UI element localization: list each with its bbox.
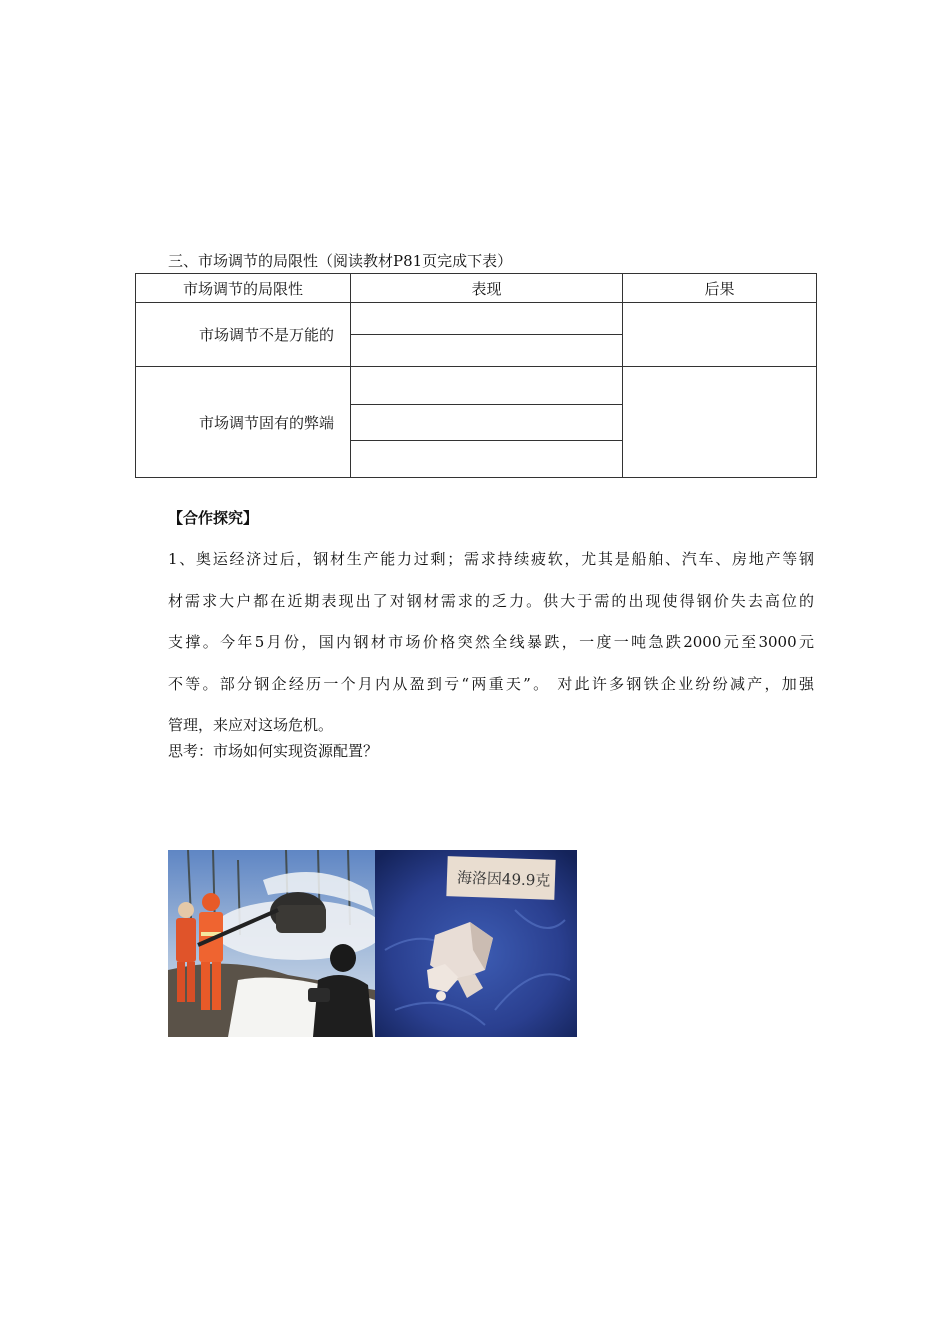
table-header-cell: 表现 — [351, 274, 623, 303]
paragraph-line: 1、奥运经济过后，钢材生产能力过剩；需求持续疲软，尤其是船舶、汽车、房地产等钢 — [168, 550, 814, 568]
firefighters-illustration — [168, 850, 375, 1037]
paragraph-line: 管理，来应对这场危机。 — [168, 716, 334, 734]
firefighters-photo — [168, 850, 375, 1037]
paragraph-line: 不等。部分钢企经历一个月内从盈到亏“两重天”。 对此许多钢铁企业纷纷减产，加强 — [168, 674, 814, 693]
thinking-question: 思考：市场如何实现资源配置？ — [168, 742, 379, 760]
consequence-answer-cell[interactable] — [623, 303, 817, 367]
table-header-cell: 后果 — [623, 274, 817, 303]
paragraph-line: 材需求大户都在近期表现出了对钢材需求的乏力。供大于需的出现使得钢价失去高位的 — [168, 591, 814, 610]
cooperation-title: 【合作探究】 — [168, 509, 259, 527]
paragraph-line: 支撑。今年5月份，国内钢材市场价格突然全线暴跌，一度一吨急跌2000元至3000元 — [168, 633, 814, 651]
table-header-cell: 市场调节的局限性 — [136, 274, 351, 303]
section-heading: 三、市场调节的局限性（阅读教材P81页完成下表） — [168, 252, 513, 270]
row-label-cell: 市场调节固有的弊端 — [136, 367, 351, 478]
note-text: 海洛因49.9克 — [456, 868, 551, 890]
limitations-table — [135, 273, 817, 478]
consequence-answer-cell[interactable] — [623, 367, 817, 478]
blank-answer-cell[interactable] — [351, 335, 623, 367]
row-label-cell: 市场调节不是万能的 — [136, 303, 351, 367]
table-row — [136, 303, 817, 335]
blank-answer-cell[interactable] — [351, 440, 623, 477]
table-header-row — [136, 274, 817, 303]
package-illustration — [375, 850, 577, 1037]
seized-package-photo — [375, 850, 577, 1037]
blank-answer-cell[interactable] — [351, 404, 623, 440]
blank-answer-cell[interactable] — [351, 367, 623, 404]
case-paragraph — [168, 539, 814, 747]
table-row — [136, 367, 817, 404]
blank-answer-cell[interactable] — [351, 303, 623, 335]
